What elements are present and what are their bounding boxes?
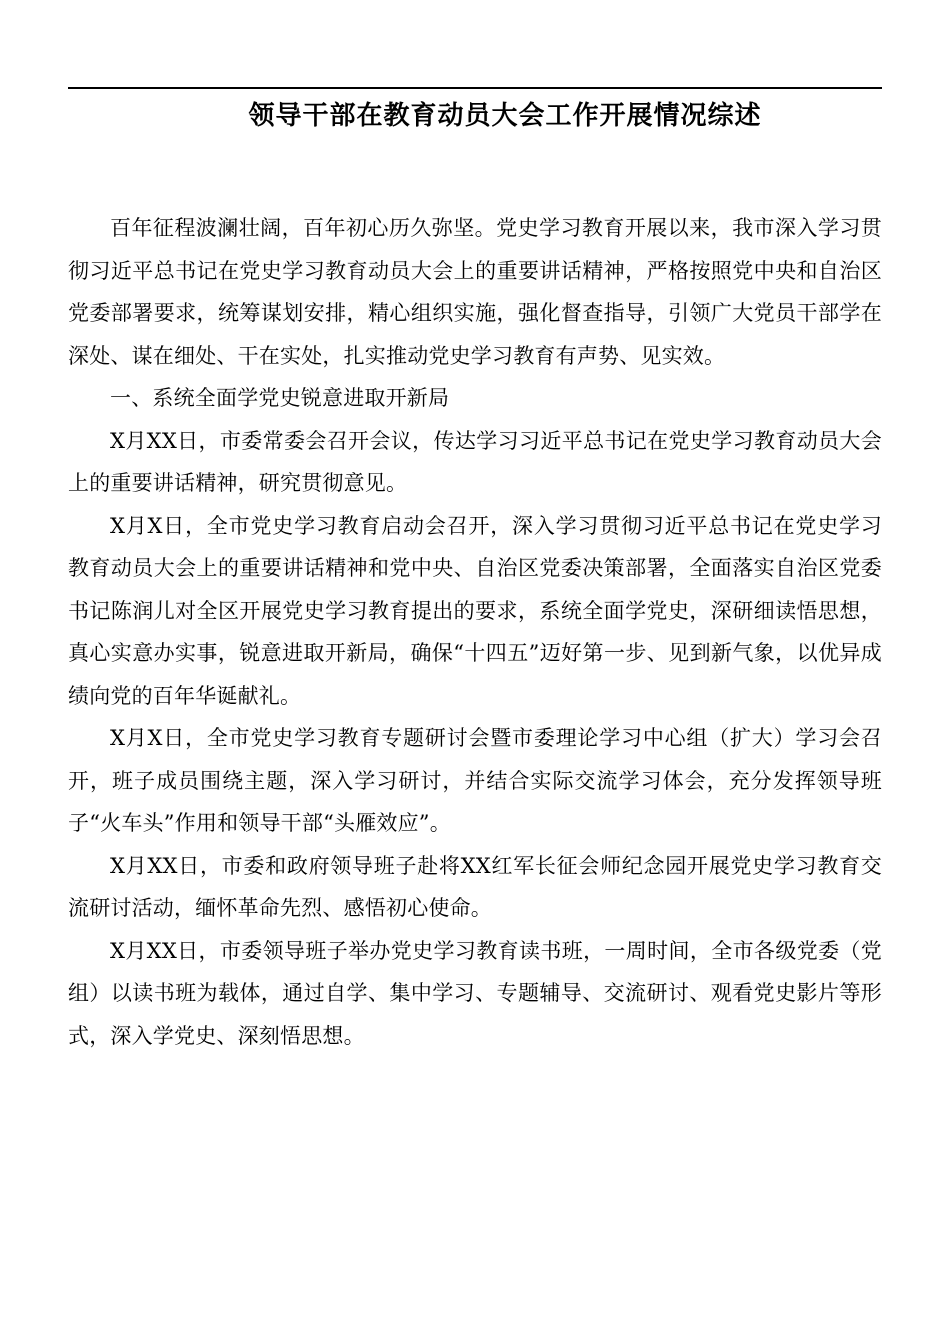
- paragraph: X月XX日，市委和政府领导班子赴将XX红军长征会师纪念园开展党史学习教育交流研讨活动，缅怀革命先烈、感悟初心使命。: [68, 853, 882, 920]
- header-rule: [68, 87, 882, 89]
- document-body: [68, 207, 882, 1057]
- paragraph-intro: 百年征程波澜壮阔，百年初心历久弥坚。党史学习教育开展以来，我市深入学习贯彻习近平总书记在党史学习教育动员大会上的重要讲话精神，严格按照党中央和自治区党委部署要求，统筹谋划安排，精心组织实施，强化督查指导，引领广大党员干部学在深处、谋在细处、干在实处，扎实推动党史学习教育有声势、见实效。: [68, 216, 882, 368]
- paragraph: X月X日，全市党史学习教育专题研讨会暨市委理论学习中心组（扩大）学习会召开，班子成员围绕主题，深入学习研讨，并结合实际交流学习体会，充分发挥领导班子“火车头”作用和领导干部“头雁效应”。: [68, 726, 882, 835]
- paragraph: X月X日，全市党史学习教育启动会召开，深入学习贯彻习近平总书记在党史学习教育动员大会上的重要讲话精神和党中央、自治区党委决策部署，全面落实自治区党委书记陈润儿对全区开展党史学习教育提出的要求，系统全面学党史，深研细读悟思想，真心实意办实事，锐意进取开新局，确保“十四五”迈好第一步、见到新气象，以优异成绩向党的百年华诞献礼。: [68, 513, 882, 708]
- section-heading: 一、系统全面学党史锐意进取开新局: [110, 386, 450, 410]
- paragraph: X月XX日，市委常委会召开会议，传达学习习近平总书记在党史学习教育动员大会上的重要讲话精神，研究贯彻意见。: [68, 428, 882, 495]
- document-title: 领导干部在教育动员大会工作开展情况综述: [248, 101, 762, 131]
- paragraph: X月XX日，市委领导班子举办党史学习教育读书班，一周时间，全市各级党委（党组）以读书班为载体，通过自学、集中学习、专题辅导、交流研讨、观看党史影片等形式，深入学党史、深刻悟思想。: [68, 938, 882, 1048]
